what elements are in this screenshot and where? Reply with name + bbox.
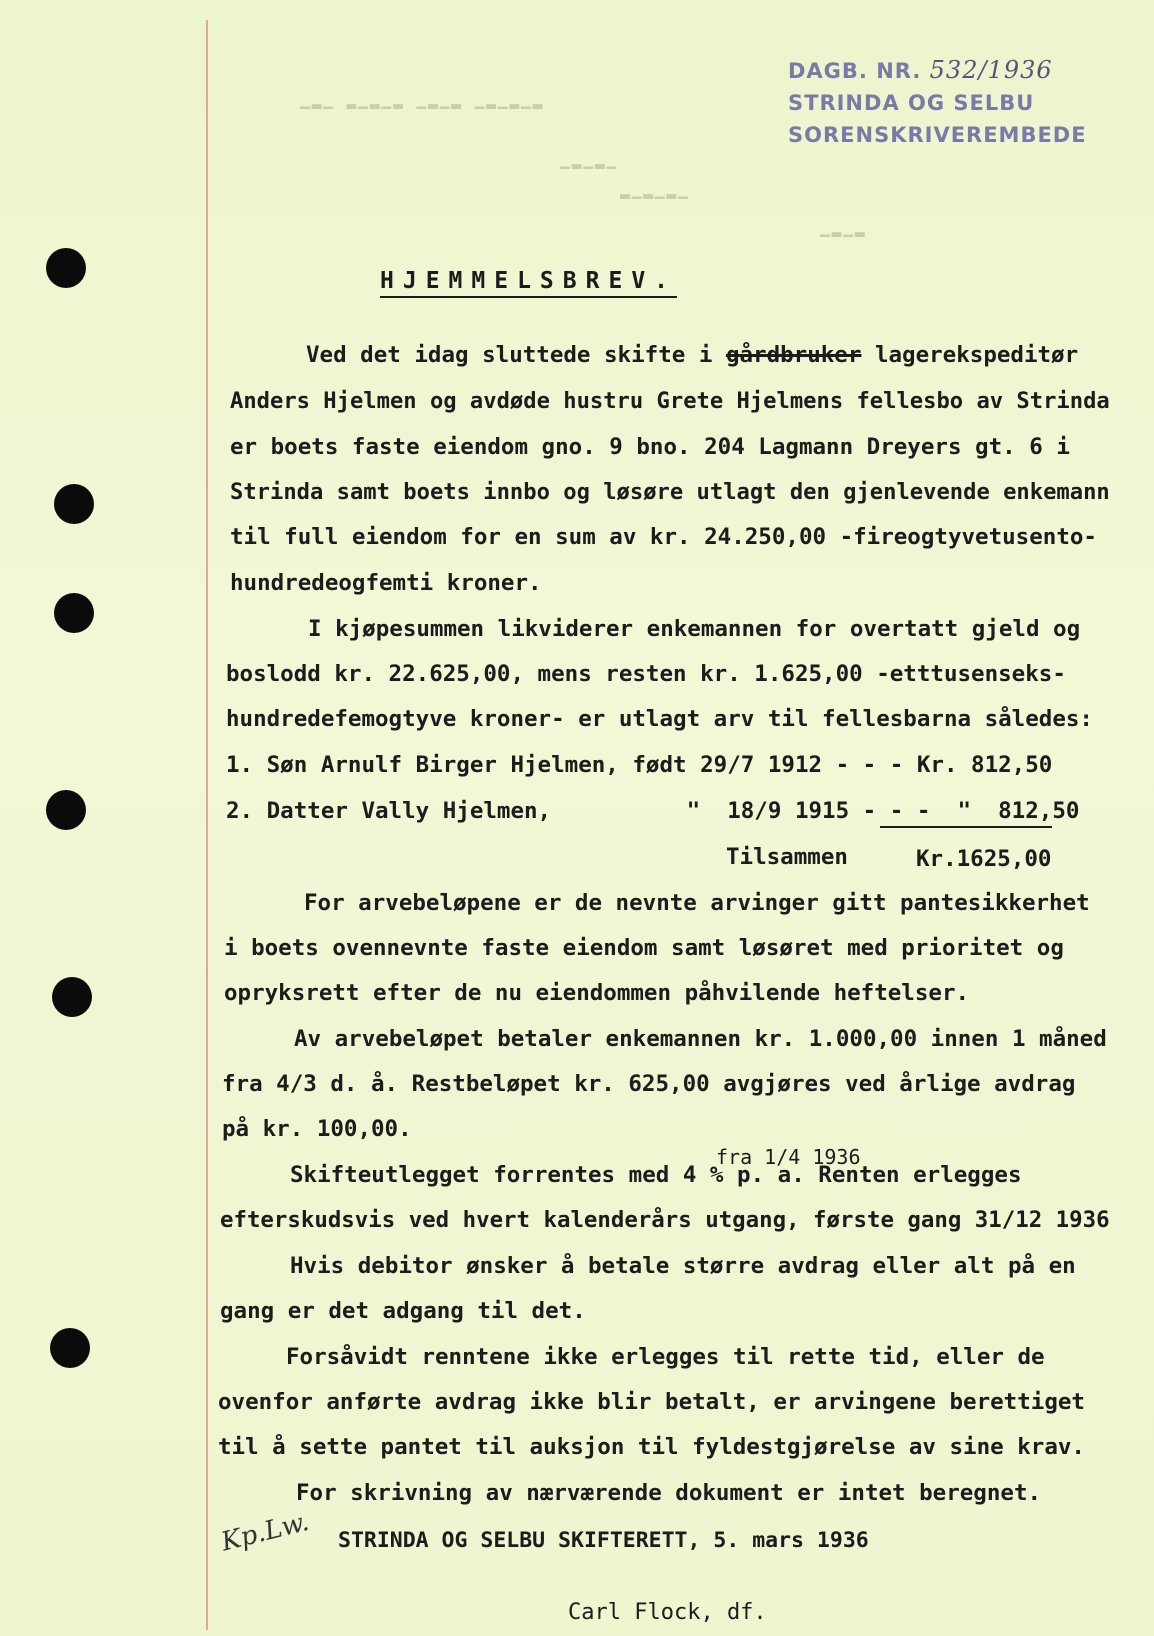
text-segment: lagerekspeditør [861,342,1079,368]
text-line: opryksrett efter de nu eiendommen påhvilende heftelser. [224,980,970,1006]
text-line [306,344,1078,367]
punch-hole [54,593,94,633]
total-value: Kr.1625,00 [916,846,1052,872]
stamp-year: /1936 [978,56,1053,84]
text-line: hundredeogfemti kroner. [230,570,542,596]
stamp-prefix: DAGB. NR. [788,59,922,83]
text-line: Av arvebeløpet betaler enkemannen kr. 1.000,00 innen 1 måned [294,1026,1107,1052]
text-line: er boets faste eiendom gno. 9 bno. 204 Lagmann Dreyers gt. 6 i [230,434,1070,460]
signer-name: Carl Flock, df. [568,1600,767,1625]
text-line: Anders Hjelmen og avdøde hustru Grete Hjelmens fellesbo av Strinda [230,388,1110,414]
document-title: HJEMMELSBREV. [380,268,677,298]
struck-word: gårdbruker [725,342,862,368]
text-line: For skrivning av nærværende dokument er intet beregnet. [296,1480,1042,1506]
text-line: til full eiendom for en sum av kr. 24.250,00 -fireogtyvetusento- [230,524,1097,550]
text-segment: Ved det idag sluttede skifte i [306,342,726,368]
stamp-line-3: SORENSKRIVEREMBEDE [788,123,1087,147]
text-line: i boets ovennevnte faste eiendom samt løsøret med prioritet og [224,935,1064,961]
bleed-through-marks: ▁▂▁ ▂▁▂▁▂ ▁▂▁▂ ▁▂▁▂▁▂ [300,90,545,109]
text-line: gang er det adgang til det. [220,1298,586,1324]
total-label: Tilsammen [726,844,848,870]
text-line: til å sette pantet til auksjon til fyldestgjørelse av sine krav. [218,1434,1085,1460]
punch-hole [46,790,86,830]
text-line: Strinda samt boets innbo og løsøre utlagt den gjenlevende enkemann [230,479,1110,505]
handwritten-initials: Kp.Lw. [218,1506,313,1558]
text-line: fra 4/3 d. å. Restbeløpet kr. 625,00 avgjøres ved årlige avdrag [222,1071,1076,1097]
bleed-through-marks: ▂▁▂▁▂▁ [620,180,690,199]
punch-hole [46,248,86,288]
heir-line: 2. Datter Vally Hjelmen, " 18/9 1915 - - - " 812,50 [226,798,1080,824]
text-line: Forsåvidt renntene ikke erlegges til rette tid, eller de [286,1344,1045,1370]
text-line: I kjøpesummen likviderer enkemannen for overtatt gjeld og [308,616,1081,642]
sum-rule [880,826,1052,828]
margin-line [206,20,208,1630]
stamp-line-1 [788,54,1087,87]
text-line: Hvis debitor ønsker å betale større avdrag eller alt på en [290,1253,1076,1279]
text-line: boslodd kr. 22.625,00, mens resten kr. 1.625,00 -etttusenseks- [226,661,1066,687]
punch-hole [50,1328,90,1368]
bleed-through-marks: ▁▂▁▂▁ [560,150,619,169]
bleed-through-marks: ▁▂▁▂ [820,218,867,237]
registry-stamp [788,54,1087,151]
stamp-number: 532 [929,56,979,84]
heir-line: 1. Søn Arnulf Birger Hjelmen, født 29/7 1912 - - - Kr. 812,50 [226,752,1053,778]
text-line: på kr. 100,00. [222,1116,412,1142]
court-place-date: STRINDA OG SELBU SKIFTERETT, 5. mars 1936 [338,1528,869,1553]
text-line: hundredefemogtyve kroner- er utlagt arv til fellesbarna således: [226,706,1093,732]
text-line: Skifteutlegget forrentes med 4 % p. a. Renten erlegges [290,1162,1022,1188]
punch-hole [52,977,92,1017]
stamp-line-2: STRINDA OG SELBU [788,91,1035,115]
text-line: For arvebeløpene er de nevnte arvinger gitt pantesikkerhet [304,890,1090,916]
text-line: efterskudsvis ved hvert kalenderårs utgang, første gang 31/12 1936 [220,1207,1110,1233]
handwritten-insert: fra 1/4 1936 [716,1145,861,1169]
text-line: ovenfor anførte avdrag ikke blir betalt, er arvingene berettiget [218,1389,1085,1415]
punch-hole [54,484,94,524]
